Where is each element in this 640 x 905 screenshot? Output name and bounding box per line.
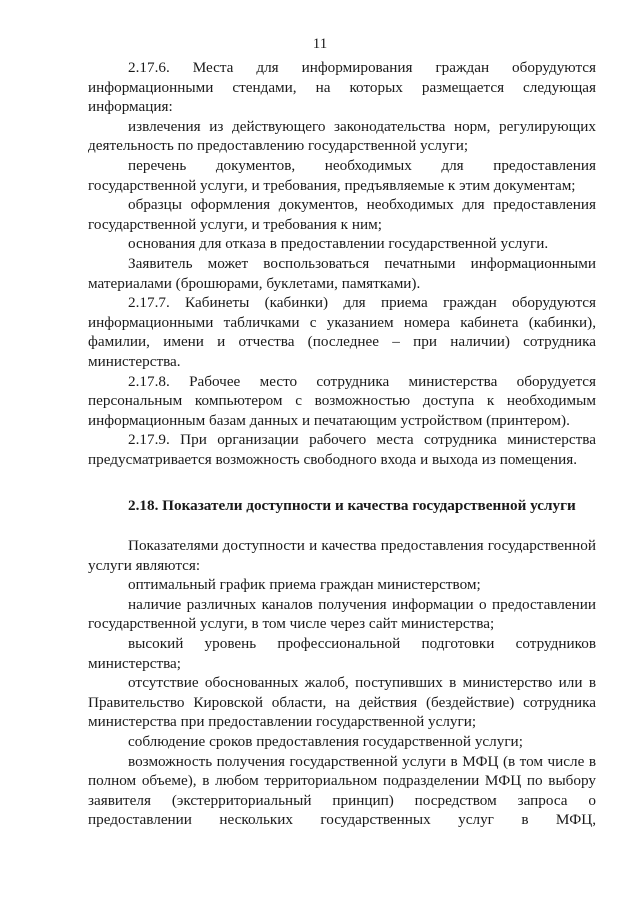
- list-item-professional-training: высокий уровень профессиональной подготовки сотрудников министерства;: [88, 635, 596, 672]
- list-item-legislation-extracts: извлечения из действующего законодательства норм, регулирующих деятельность по предоставлению государственной услуги;: [88, 117, 596, 155]
- section-heading-2-18: 2.18. Показатели доступности и качества государственной услуги: [128, 497, 576, 515]
- page-number: 11: [312, 36, 328, 52]
- paragraph-indicators-intro: Показателями доступности и качества предоставления государственной услуги являются:: [88, 537, 596, 574]
- document-body: [88, 58, 596, 830]
- list-item-information-channels: наличие различных каналов получения информации о предоставлении государственной услуги, в том числе через сайт министерства;: [88, 595, 596, 633]
- list-item-deadlines-compliance: соблюдение сроков предоставления государственной услуги;: [128, 733, 523, 750]
- list-item-documents-list: перечень документов, необходимых для предоставления государственной услуги, и требования, предъявляемые к этим документам;: [88, 156, 596, 194]
- paragraph-2-17-8: 2.17.8. Рабочее место сотрудника министерства оборудуется персональным компьютером с возможностью доступа к необходимым информационным базам данных и печатающим устройством (принтером).: [88, 372, 596, 429]
- list-item-optimal-schedule: оптимальный график приема граждан министерством;: [128, 576, 481, 594]
- list-item-no-complaints: отсутствие обоснованных жалоб, поступивших в министерство или в Правительство Кировской области, на действия (бездействие) сотрудника министерства при предоставлении государственной услуги;: [88, 674, 596, 731]
- list-item-mfc-availability: возможность получения государственной услуги в МФЦ (в том числе в полном объеме), в любом территориальном подразделении МФЦ по выбору заявителя (экстерриториальный принцип) посредством запроса о предоставлении нескольких государственных услуг в МФЦ,: [88, 752, 596, 829]
- paragraph-2-17-9: 2.17.9. При организации рабочего места сотрудника министерства предусматривается возможность свободного входа и выхода из помещения.: [88, 431, 596, 468]
- list-item-document-samples: образцы оформления документов, необходимых для предоставления государственной услуги, и требования к ним;: [88, 196, 596, 233]
- list-item-refusal-grounds: основания для отказа в предоставлении государственной услуги.: [128, 235, 549, 253]
- paragraph-2-17-6: 2.17.6. Места для информирования граждан оборудуются информационными стендами, на которых размещается следующая информация:: [88, 59, 596, 116]
- paragraph-2-17-7: 2.17.7. Кабинеты (кабинки) для приема граждан оборудуются информационными табличками с указанием номера кабинета (кабинки), фамилии, имени и отчества (последнее – при наличии) сотрудника министерства.: [88, 294, 596, 370]
- paragraph-printed-materials: Заявитель может воспользоваться печатными информационными материалами (брошюрами, буклетами, памятками).: [88, 254, 596, 292]
